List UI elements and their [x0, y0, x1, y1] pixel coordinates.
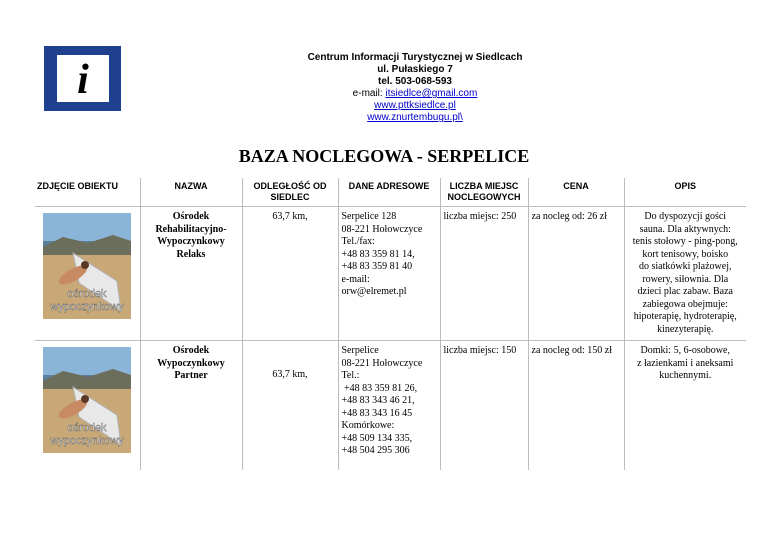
info-logo	[44, 46, 121, 111]
photo-caption: ośrodek	[67, 422, 107, 434]
page-title: BAZA NOCLEGOWA - SERPELICE	[238, 146, 530, 166]
header-photo: ZDJĘCIE OBIEKTU	[37, 181, 119, 191]
object-photo	[35, 207, 140, 341]
table-row	[35, 207, 746, 341]
object-address: Serpelice 08-221 Hołowczyce Tel.: +48 83 359 81 26, +48 83 343 46 21, +48 83 343 16 45 Komórkowe: +48 509 134 335, +48 504 295 306	[338, 341, 440, 470]
header-description: OPIS	[624, 178, 746, 207]
website-link-znurtembugu[interactable]: www.znurtembugu.pl\	[367, 112, 463, 123]
object-description: Domki: 5, 6-osobowe, z łazienkami i aneksami kuchennymi.	[624, 341, 746, 470]
email-line	[250, 88, 580, 100]
object-name: Ośrodek Rehabilitacyjno- Wypoczynkowy Relaks	[140, 207, 242, 341]
object-address: Serpelice 128 08-221 Hołowczyce Tel./fax: +48 83 359 81 14, +48 83 359 81 40 e-mail: orw@elremet.pl	[338, 207, 440, 341]
resort-beach-photo	[43, 347, 131, 453]
email-link[interactable]: itsiedlce@gmail.com	[385, 88, 478, 99]
header-distance: ODLEGŁOŚĆ OD SIEDLEC	[242, 178, 338, 207]
photo-caption: ośrodek	[67, 288, 107, 300]
photo-caption: wypoczynkowy	[50, 301, 124, 313]
header-price: CENA	[528, 178, 624, 207]
street-address: ul. Pułaskiego 7	[377, 64, 453, 75]
object-places: liczba miejsc: 150	[440, 341, 528, 470]
accommodation-table	[35, 178, 746, 470]
object-distance: 63,7 km,	[242, 207, 338, 341]
object-photo	[35, 341, 140, 470]
org-name: Centrum Informacji Turystycznej w Siedlcach	[307, 52, 523, 63]
website-link-pttk[interactable]: www.pttksiedlce.pl	[374, 100, 456, 111]
table-header-row	[35, 178, 746, 207]
info-icon	[57, 55, 109, 102]
object-description: Do dyspozycji gości sauna. Dla aktywnych: tenis stołowy - ping-pong, kort tenisowy, boisko do siatkówki plażowej, rowery, siłownia. Dla dzieci plac zabaw. Baza zabiegowa obejmuje: hipoterapię, hydroterapię, kinezyterapię.	[624, 207, 746, 341]
object-price: za nocleg od: 26 zł	[528, 207, 624, 341]
header-name: NAZWA	[140, 178, 242, 207]
table-row	[35, 341, 746, 470]
info-letter: i	[76, 56, 89, 101]
photo-caption: wypoczynkowy	[50, 435, 124, 447]
object-name: Ośrodek Wypoczynkowy Partner	[140, 341, 242, 470]
object-price: za nocleg od: 150 zł	[528, 341, 624, 470]
resort-beach-photo	[43, 213, 131, 319]
contact-header	[250, 52, 580, 124]
header-places: LICZBA MIEJSC NOCLEGOWYCH	[440, 178, 528, 207]
object-distance: 63,7 km,	[242, 341, 338, 470]
email-label: e-mail:	[352, 88, 386, 99]
object-places: liczba miejsc: 250	[440, 207, 528, 341]
header-address: DANE ADRESOWE	[338, 178, 440, 207]
phone-number: tel. 503-068-593	[378, 76, 452, 87]
